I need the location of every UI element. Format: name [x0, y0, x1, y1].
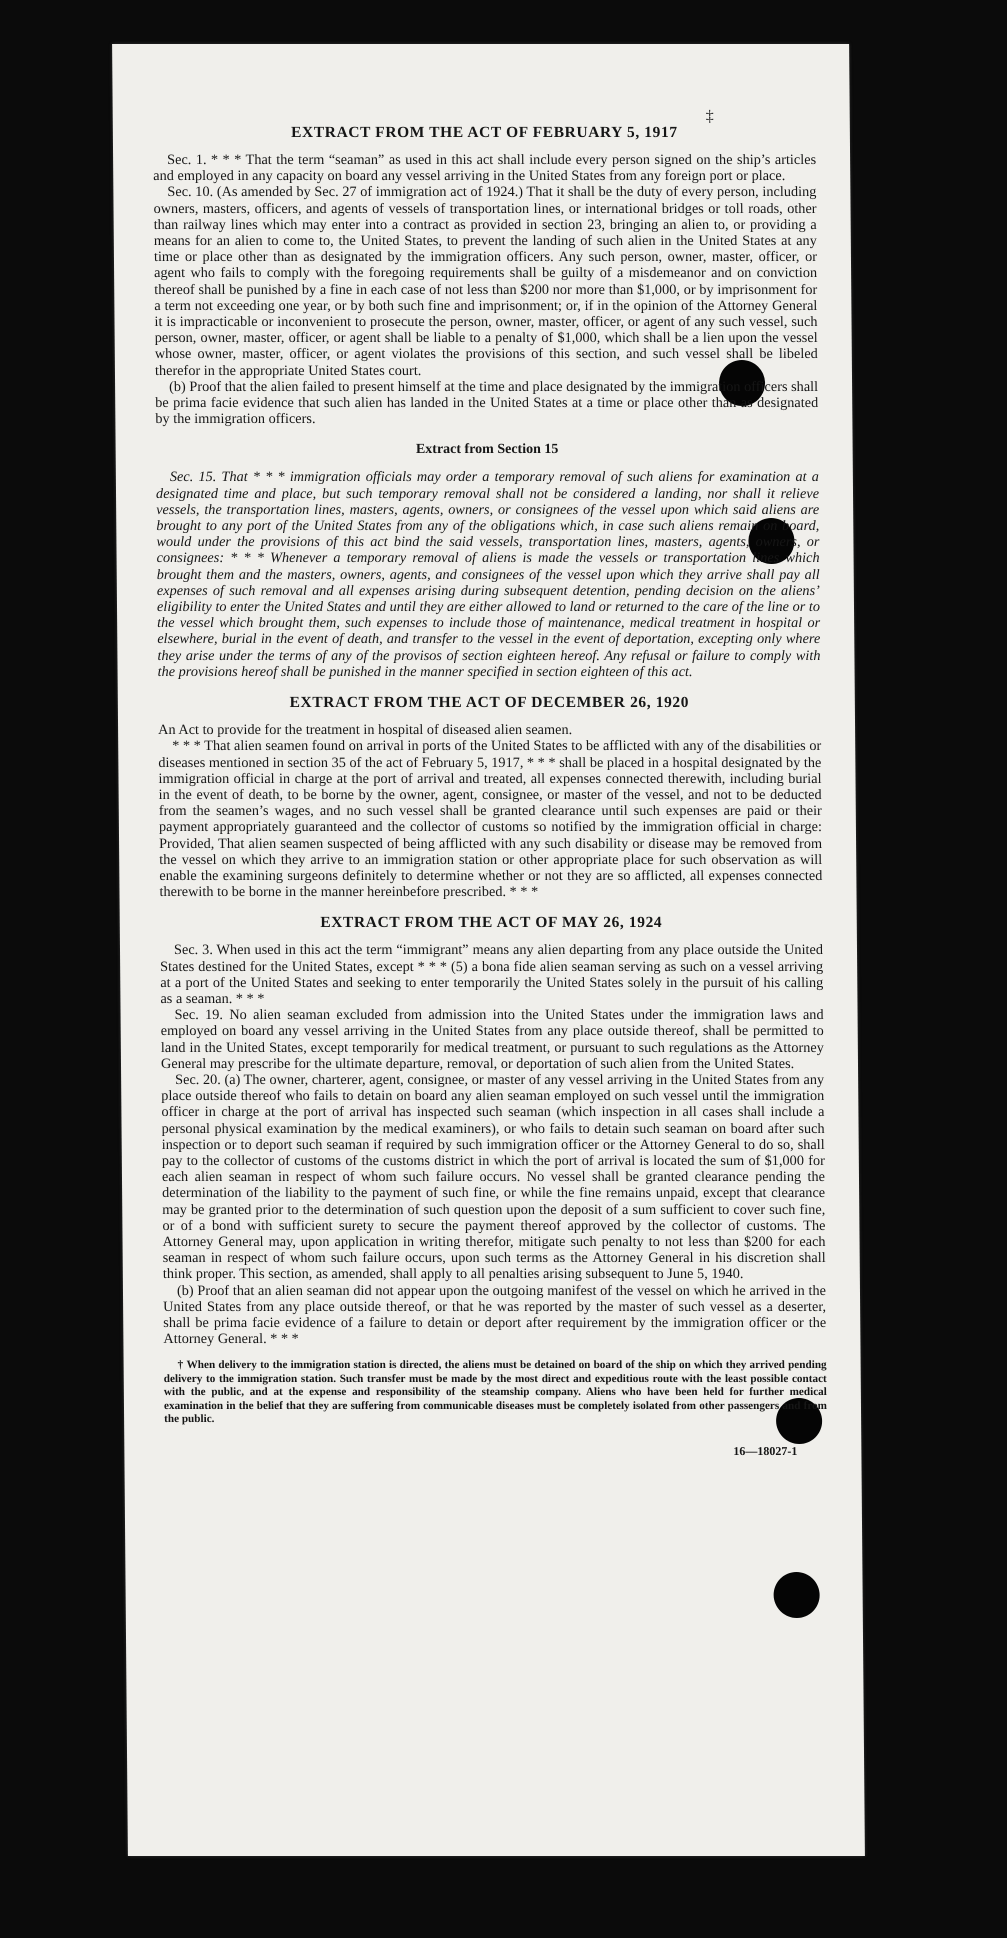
sec15-paragraph: Sec. 15. That * * * immigration officials may order a temporary removal of such aliens for examination at a designated time and place, but such temporary removal shall not be considered a landing, nor shall it relieve vessels, the transportation lines, masters, agents, owners, or consignees of the vessel upon which said aliens are brought to any port of the United States from any of the obligations which, in case such aliens remain on board, would under the provisions of this act bind the said vessels, transportation lines, masters, agents, owners, or consignees: * * * Whenever a temporary removal of aliens is made the vessels or transportation lines which brought them and the masters, owners, agents, and consignees of the vessel upon which they arrive shall pay all expenses of such removal and all expenses arising during subsequent detention, pending decision on the aliens’ eligibility to enter the United States and until they are either allowed to land or returned to the care of the line or to the vessel which brought them, such expenses to include those of maintenance, medical treatment in hospital or elsewhere, burial in the event of death, and transfer to the vessel in the event of deportation, excepting only where they arise under the terms of any of the provisos of section eighteen hereof. Any refusal or failure to comply with the provisions hereof shall be punished in the manner specified in section eighteen of this act. [155, 469, 821, 680]
form-code: 16—18027-1 [733, 1444, 798, 1459]
footnote-block [164, 1359, 828, 1426]
document-page [112, 44, 865, 1856]
corner-mark: ‡ [705, 108, 714, 125]
sec20b-paragraph: (b) Proof that an alien seaman did not appear upon the outgoing manifest of the vessel on which he arrived in the United States from any place outside thereof, or that he was reported by the master of such vessel as a deserter, shall be prima facie evidence of a failure to detain or deport after requirement by the immigration officer or the Attorney General. * * * [163, 1282, 827, 1348]
sec19-paragraph: Sec. 19. No alien seaman excluded from admission into the United States under the immigration laws and employed on board any vessel arriving in the United States from any place outside thereof, shall be permitted to land in the United States, except temporarily for medical treatment, or pursuant to such regulations as the Attorney General may prescribe for the ultimate departure, removal, or deportation of such alien from the United States. [160, 1007, 824, 1072]
sec1-paragraph: Sec. 1. * * * That the term “seaman” as used in this act shall include every person signed on the ship’s articles and employed in any capacity on board any vessel arriving in the United States from any foreign port or place. [153, 152, 817, 185]
footnote-text: † When delivery to the immigration station is directed, the aliens must be detained on board of the ship on which they arrived pending delivery to the immigration station. Such transfer must be made by the most direct and expeditious route with the least possible contact with the public, and at the expense and responsibility of the steamship company. Aliens who have been held for further medical examination in the belief that they are suffering from communicable diseases must be completely isolated from other passengers and from the public. [163, 1359, 828, 1426]
heading-feb-1917: EXTRACT FROM THE ACT OF FEBRUARY 5, 1917 [290, 124, 678, 141]
heading-dec-1920: EXTRACT FROM THE ACT OF DECEMBER 26, 1920 [289, 694, 690, 712]
sec20a-paragraph: Sec. 20. (a) The owner, charterer, agent, consignee, or master of any vessel arriving in the United States from any place outside thereof who fails to detain on board any alien seaman employed on such vessel until the immigration officer in charge at the port of arrival has inspected such seaman (which inspection in all cases shall include a personal physical examination by the medical examiners), or who fails to detain such seaman on board after such inspection or to deport such seaman if required by such immigration officer or the Attorney General to do so, shall pay to the collector of customs of the customs district in which the port of arrival is located the sum of $1,000 for each alien seaman in respect of whom such failure occurs. No vessel shall be granted clearance pending the determination of the liability to the payment of such fine, or while the fine remains unpaid, except that clearance may be granted prior to the determination of such question upon the deposit of a sum sufficient to cover such fine, or of a bond with sufficient surety to secure the payment thereof approved by the collector of customs. The Attorney General may, upon application in writing therefor, mitigate such penalty to not less than $200 for each seaman in respect of whom such failure occurs, upon such terms as the Attorney General in his discretion shall think proper. This section, as amended, shall apply to all penalties arising subsequent to June 5, 1940. [161, 1071, 826, 1283]
sec10b-paragraph: (b) Proof that the alien failed to present himself at the time and place designated by the immigration officers shall be prima facie evidence that such alien has landed in the United States at a time or place other than as designated by the immigration officers. [155, 378, 819, 428]
sec3-paragraph: Sec. 3. When used in this act the term “immigrant” means any alien departing from any place outside the United States destined for the United States, except * * * (5) a bona fide alien seaman serving as such on a vessel arriving at a port of the United States and seeking to enter temporarily the United States solely in the pursuit of his calling as a seaman. * * * [160, 942, 824, 1007]
heading-section-15: Extract from Section 15 [415, 442, 559, 458]
document-body [153, 124, 828, 1459]
punch-hole [773, 1572, 819, 1618]
heading-may-1924: EXTRACT FROM THE ACT OF MAY 26, 1924 [320, 914, 663, 932]
dec1920-intro: An Act to provide for the treatment in hospital of diseased alien seamen. [158, 722, 573, 739]
dec1920-paragraph: * * * That alien seamen found on arrival in ports of the United States to be afflicted with any of the disabilities or diseases mentioned in section 35 of the act of February 5, 1917, * * * shall be placed in a hospital designated by the immigration official in charge at the port of arrival and treated, all expenses connected therewith, including burial in the event of death, to be borne by the owner, agent, consignee, or master of the vessel, and not to be deducted from the seamen’s wages, and no such vessel shall be granted clearance until such expenses are paid or their payment appropriately guaranteed and the collector of customs so notified by the immigration official in charge: Provided, That alien seamen suspected of being afflicted with any such disability or disease may be removed from the vessel on which they arrive to an immigration station or other appropriate place for such observation as will enable the examining surgeons definitely to determine whether or not they are so afflicted, all expenses connected therewith to be borne in the manner hereinbefore prescribed. * * * [158, 738, 823, 901]
sec10-paragraph: Sec. 10. (As amended by Sec. 27 of immigration act of 1924.) That it shall be the duty of every person, including owners, masters, officers, and agents of vessels of transportation lines, or international bridges or toll roads, other than railway lines which may enter into a contract as provided in section 23, bringing an alien to, or providing a means for an alien to come to, the United States, to prevent the landing of such alien in the United States at any time or place other than as designated by the immigration officers. Any such person, owner, master, officer, or agent who fails to comply with the foregoing requirements shall be guilty of a misdemeanor and on conviction thereof shall be punished by a fine in each case of not less than $200 nor more than $1,000, or by imprisonment for a term not exceeding one year, or by both such fine and imprisonment; or, if in the opinion of the Attorney General it is impracticable or inconvenient to prosecute the person, owner, master, officer, or agent of any such vessel, such person, owner, master, officer, or agent shall be liable to a penalty of $1,000, which shall be a lien upon the vessel whose owner, master, officer, or agent violates the provisions of this section, and such vessel shall be libeled therefor in the appropriate United States court. [153, 184, 818, 379]
